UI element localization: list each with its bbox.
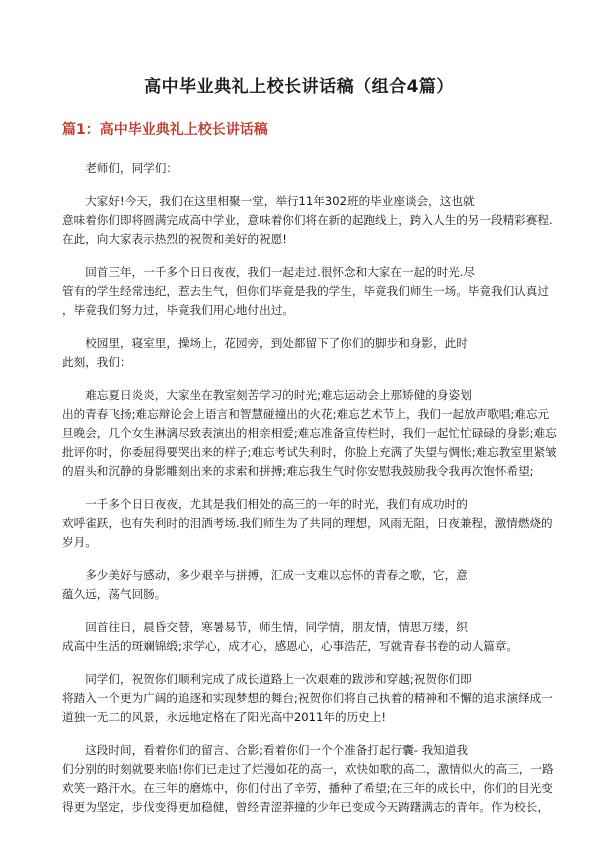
- document-body: [62, 159, 557, 817]
- paragraph-line: 一千多个日日夜夜，尤其是我们相处的高三的一年的时光，我们有成功时的: [85, 497, 468, 511]
- paragraph-line: 大家好!今天，我们在这里相聚一堂，举行11年302班的毕业座谈会，这也就: [85, 194, 475, 208]
- paragraph-line: 意味着你们即将圆满完成高中学业，意味着你们将在新的起跑线上，跨入人生的另一段精彩赛程.: [62, 213, 553, 227]
- paragraph-line: 批评你时，你委屈得要哭出来的样子;难忘考试失利时，你脸上充满了失望与惆怅;难忘教室里紧皱: [62, 445, 557, 459]
- paragraph-line: 成高中生活的斑斓锦缎;求学心，成才心，感恩心，心事浩茫，写就青春书卷的动人篇章。: [62, 639, 519, 653]
- paragraph-line: 多少美好与感动，多少艰辛与拼搏，汇成一支难以忘怀的青春之歌，它，意: [85, 568, 468, 582]
- paragraph-line: 回首三年，一千多个日日夜夜，我们一起走过.很怀念和大家在一起的时光.尽: [85, 265, 476, 279]
- paragraph-line: 校园里，寝室里，操场上，花园旁，到处都留下了你们的脚步和身影，此时: [85, 336, 468, 350]
- paragraph: [62, 618, 536, 656]
- paragraph-line: 回首往日，晨昏交替，寒暑易节，师生情，同学情，朋友情，情思万缕，织: [85, 620, 468, 634]
- paragraph-line: 同学们，祝贺你们顺利完成了成长道路上一次艰难的跋涉和穿越;祝贺你们即: [85, 672, 472, 686]
- paragraph-line: 在此，向大家表示热烈的祝贺和美好的祝愿!: [62, 232, 287, 246]
- paragraph: [62, 566, 536, 604]
- paragraph-line: 岁月。: [62, 535, 97, 549]
- paragraph-line: ，毕竟我们努力过，毕竟我们用心地付出过。: [62, 303, 294, 317]
- paragraph-line: 将踏入一个更为广阔的追逐和实现梦想的舞台;祝贺你们将自己执着的精神和不懈的追求演绎成一: [62, 691, 553, 705]
- paragraph-line: 旦晚会，几个女生淋漓尽致表演出的相亲相爱;难忘准备宣传栏时，我们一起忙忙碌碌的身影;难忘: [62, 426, 557, 440]
- document-title: 高中毕业典礼上校长讲话稿（组合4篇）: [144, 77, 454, 97]
- paragraph: [62, 334, 536, 372]
- paragraph-line: 此刻，我们：: [62, 355, 132, 369]
- paragraph: [62, 741, 554, 817]
- paragraph-line: 老师们，同学们：: [85, 161, 178, 175]
- paragraph-line: 欢笑一路汗水。在三年的磨炼中，你们付出了辛劳，播种了希望;在三年的成长中，你们的目光变: [62, 781, 553, 795]
- paragraph-line: 欢呼雀跃，也有失利时的泪洒考场.我们师生为了共同的理想，风雨无阻，日夜兼程，激情燃烧的: [62, 516, 553, 530]
- paragraph: [62, 386, 557, 481]
- paragraph-line: 得更为坚定，步伐变得更加稳健，曾经青涩莽撞的少年已变成今天踌躇满志的青年。作为校长，: [62, 800, 549, 814]
- paragraph: [62, 159, 536, 178]
- paragraph: [62, 192, 553, 249]
- paragraph-line: 的眉头和沉静的身影雕刻出来的求索和拼搏;难忘我生气时你安慰我鼓励我令我再次饱怀希望;: [62, 464, 534, 478]
- paragraph-line: 管有的学生经常违纪，惹去生气，但你们毕竟是我的学生，毕竟我们师生一场。毕竟我们认真过: [62, 284, 549, 298]
- paragraph-line: 这段时间，看着你们的留言、合影;看着你们一个个准备打起行囊- 我知道我: [85, 743, 468, 757]
- paragraph-line: 们分别的时刻就要来临!你们已走过了烂漫如花的高一，欢快如歌的高二，激情似火的高三，一路: [62, 762, 554, 776]
- paragraph: [62, 670, 553, 727]
- paragraph-line: 蕴久远，荡气回肠。: [62, 587, 167, 601]
- paragraph-line: 难忘夏日炎炎，大家坐在教室刻苦学习的时光;难忘运动会上那矫健的身姿划: [85, 388, 472, 402]
- section-heading: 篇1：高中毕业典礼上校长讲话稿: [62, 122, 268, 138]
- paragraph-line: 出的青春飞扬;难忘辩论会上语言和智慧碰撞出的火花;难忘艺术节上，我们一起放声歌唱;难忘元: [62, 407, 550, 421]
- paragraph: [62, 263, 549, 320]
- paragraph: [62, 495, 553, 552]
- paragraph-line: 道独一无二的风景，永远地定格在了阳光高中2011年的历史上!: [62, 710, 386, 724]
